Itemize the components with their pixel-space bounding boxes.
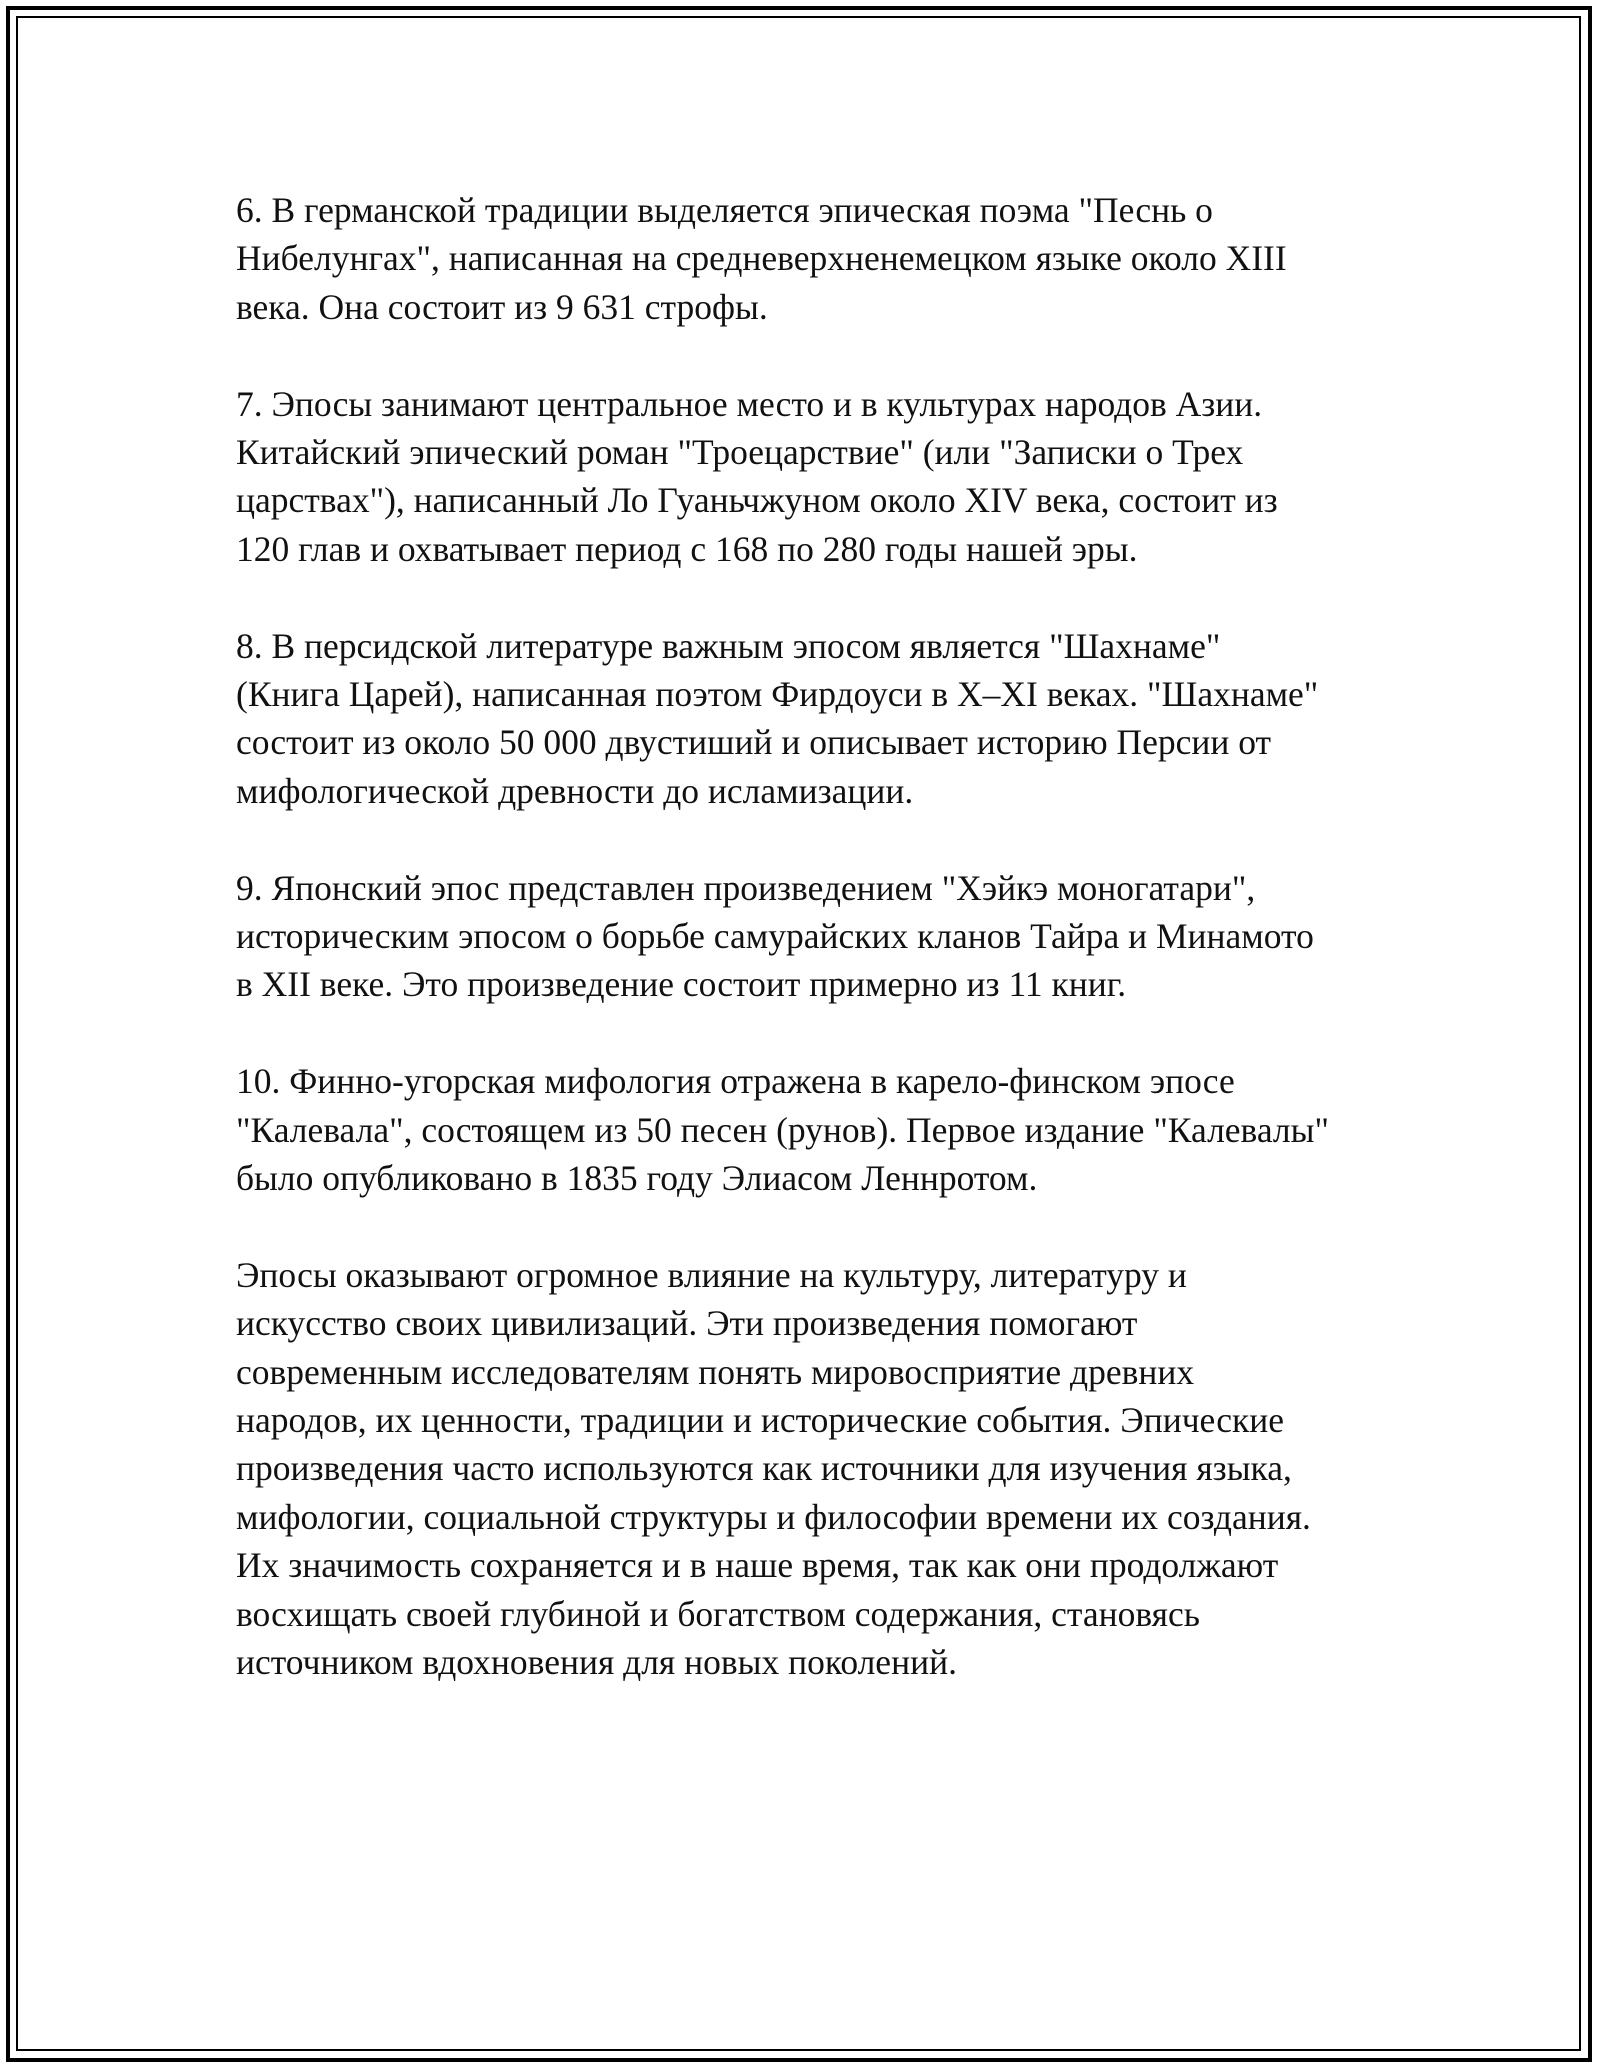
paragraph-6-nibelungenlied: 6. В германской традиции выделяется эпическая поэма "Песнь о Нибелунгах", написанная на средневерхненемецком языке около XIII века. Она состоит из 9 631 строфы.	[236, 190, 1287, 327]
document-body	[236, 186, 1376, 1687]
paragraph-10-kalevala: 10. Финно-угорская мифология отражена в карело-финском эпосе "Калевала", состоящем из 50 песен (рунов). Первое издание "Калевалы" было опубликовано в 1835 году Элиасом Леннротом.	[236, 1061, 1329, 1199]
paragraph-9-heike-monogatari: 9. Японский эпос представлен произведением "Хэйкэ моногатари", историческим эпосом о борьбе самурайских кланов Тайра и Минамото в XII веке. Это произведение состоит примерно из 11 книг.	[236, 867, 1314, 1005]
paragraph-8-shahnameh: 8. В персидской литературе важным эпосом является "Шахнаме" (Книга Царей), написанная поэтом Фирдоуси в X–XI веках. "Шахнаме" состоит из около 50 000 двустиший и описывает историю Персии от мифологической древности до исламизации.	[236, 625, 1319, 811]
paragraph-conclusion: Эпосы оказывают огромное влияние на культуру, литературу и искусство своих цивилизаций. Эти произведения помогают современным исследователям понять мировосприятие древних народов, их ценности, традиции и исторические события. Эпические произведения часто используются как источники для изучения языка, мифологии, социальной структуры и философии времени их создания. Их значимость сохраняется и в наше время, так как они продолжают восхищать своей глубиной и богатством содержания, становясь источником вдохновения для новых поколений.	[236, 1254, 1311, 1683]
paragraph-7-three-kingdoms: 7. Эпосы занимают центральное место и в культурах народов Азии. Китайский эпический роман "Троецарствие" (или "Записки о Трех царствах"), написанный Ло Гуаньчжуном около XIV века, состоит из 120 глав и охватывает период с 168 по 280 годы нашей эры.	[236, 383, 1278, 569]
